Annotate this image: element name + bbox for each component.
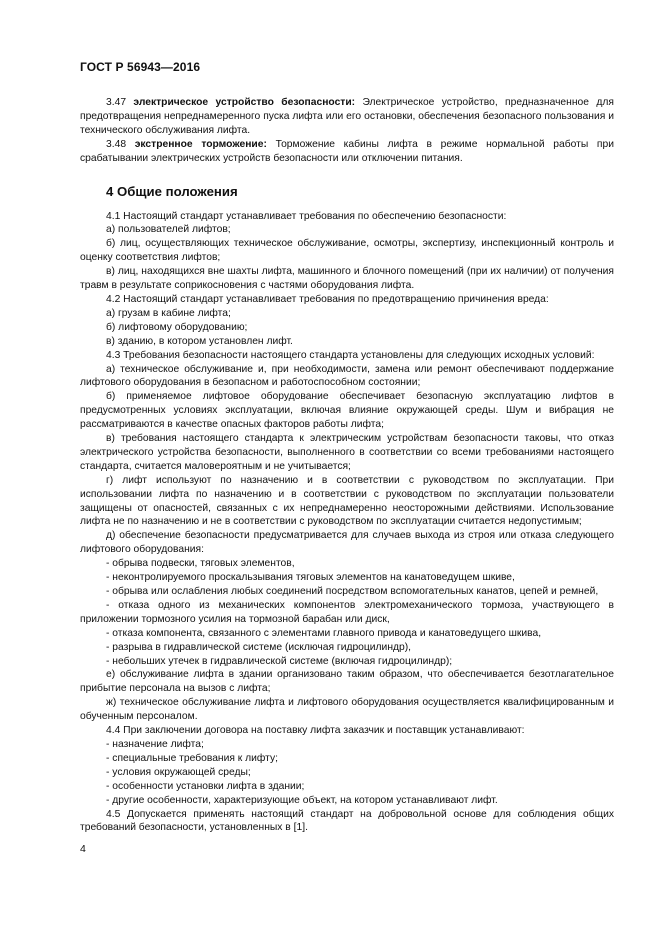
- list-item: е) обслуживание лифта в здании организовано таким образом, что обеспечивается безотлагательное прибытие персонала на вызов с лифта;: [80, 669, 614, 695]
- definition-number: 3.48: [106, 138, 127, 150]
- paragraph-4-1: 4.1 Настоящий стандарт устанавливает требования по обеспечению безопасности:: [106, 210, 507, 222]
- dash-item: - назначение лифта;: [106, 738, 204, 750]
- list-item: а) техническое обслуживание и, при необходимости, замена или ремонт обеспечивают поддержание лифтового оборудования в безопасном и работоспособном состоянии;: [80, 363, 614, 389]
- dash-item: - другие особенности, характеризующие объект, на котором устанавливают лифт.: [106, 794, 498, 806]
- definition-term: электрическое устройство безопасности:: [133, 97, 356, 108]
- definition-text: Электрическое устройство, предназначенное для предотвращения непреднамеренного пуска лифта или его остановки, обеспечения безопасного пользования и технического обслуживания лифта.: [80, 97, 614, 136]
- dash-item: - обрыва или ослабления любых соединений посредством вспомогательных канатов, цепей и ремней,: [106, 586, 599, 597]
- definition-3-48: [80, 138, 614, 166]
- list-item: д) обеспечение безопасности предусматривается для случаев выхода из строя или отказа следующего лифтового оборудования:: [80, 530, 614, 556]
- list-item: ж) техническое обслуживание лифта и лифтового оборудования осуществляется квалифицированным и обученным персоналом.: [80, 697, 614, 723]
- list-item: а) грузам в кабине лифта;: [106, 307, 231, 319]
- dash-item: - обрыва подвески, тяговых элементов,: [106, 558, 295, 570]
- list-item: в) зданию, в котором установлен лифт.: [106, 335, 293, 347]
- document-header: ГОСТ Р 56943—2016: [80, 60, 201, 74]
- paragraph-4-3: 4.3 Требования безопасности настоящего стандарта установлены для следующих исходных условий:: [106, 349, 595, 361]
- definition-text: Торможение кабины лифта в режиме нормальной работы при срабатывании электрических устройств безопасности или отключении питания.: [80, 138, 614, 164]
- dash-item: - разрыва в гидравлической системе (исключая гидроцилиндр),: [106, 641, 412, 653]
- dash-item: - небольших утечек в гидравлической системе (включая гидроцилиндр);: [106, 655, 453, 667]
- list-item: г) лифт используют по назначению и в соответствии с руководством по эксплуатации. При использовании лифта по назначению и в соответствии с руководством по эксплуатации пользователи защищены от опасностей, связанных с их непреднамеренно неосторожными действиями. Использование лифта не по назначению и не в соответствии с руководством по эксплуатации считается недопустимым;: [80, 474, 614, 528]
- dash-item: - отказа одного из механических компонентов электромеханического тормоза, участвующего в приложении тормозного усилия на тормозной барабан или диск,: [80, 599, 614, 625]
- dash-item: - особенности установки лифта в здании;: [106, 780, 305, 792]
- list-item: б) применяемое лифтовое оборудование обеспечивает безопасную эксплуатацию лифтов в предусмотренных условиях эксплуатации, включая влияние окружающей среды. Шум и вибрация не рассматриваются в качестве опасных факторов работы лифта;: [80, 391, 614, 431]
- page-number: 4: [80, 843, 86, 855]
- paragraph-4-2: 4.2 Настоящий стандарт устанавливает требования по предотвращению причинения вреда:: [106, 293, 549, 305]
- document-body: [80, 96, 614, 835]
- dash-item: - неконтролируемого проскальзывания тяговых элементов на канатоведущем шкиве,: [106, 572, 515, 584]
- paragraph-4-4: 4.4 При заключении договора на поставку лифта заказчик и поставщик устанавливают:: [106, 725, 525, 737]
- dash-item: - специальные требования к лифту;: [106, 752, 279, 764]
- definition-term: экстренное торможение:: [134, 138, 267, 150]
- list-item: б) лиц, осуществляющих техническое обслуживание, осмотры, экспертизу, инспекционный контроль и оценку соответствия лифтов;: [80, 238, 614, 264]
- list-item: а) пользователей лифтов;: [106, 224, 231, 236]
- list-item: в) требования настоящего стандарта к электрическим устройствам безопасности таковы, что отказ электрического устройства безопасности, выполненного в соответствии со всеми требованиями настоящего стандарта, считается маловероятным и не учитывается;: [80, 433, 614, 472]
- section-title: 4 Общие положения: [106, 183, 238, 199]
- list-item: б) лифтовому оборудованию;: [106, 321, 248, 333]
- dash-item: - отказа компонента, связанного с элементами главного привода и канатоведущего шкива,: [106, 627, 542, 639]
- paragraph-4-5: 4.5 Допускается применять настоящий стандарт на добровольной основе для соблюдения общих требований безопасности, установленных в [1].: [80, 808, 614, 834]
- list-item: в) лиц, находящихся вне шахты лифта, машинного и блочного помещений (при их наличии) от получения травм в результате соприкосновения с частями оборудования лифта.: [80, 266, 614, 292]
- dash-item: - условия окружающей среды;: [106, 766, 251, 778]
- definition-number: 3.47: [106, 97, 127, 108]
- definition-3-47: [80, 96, 614, 138]
